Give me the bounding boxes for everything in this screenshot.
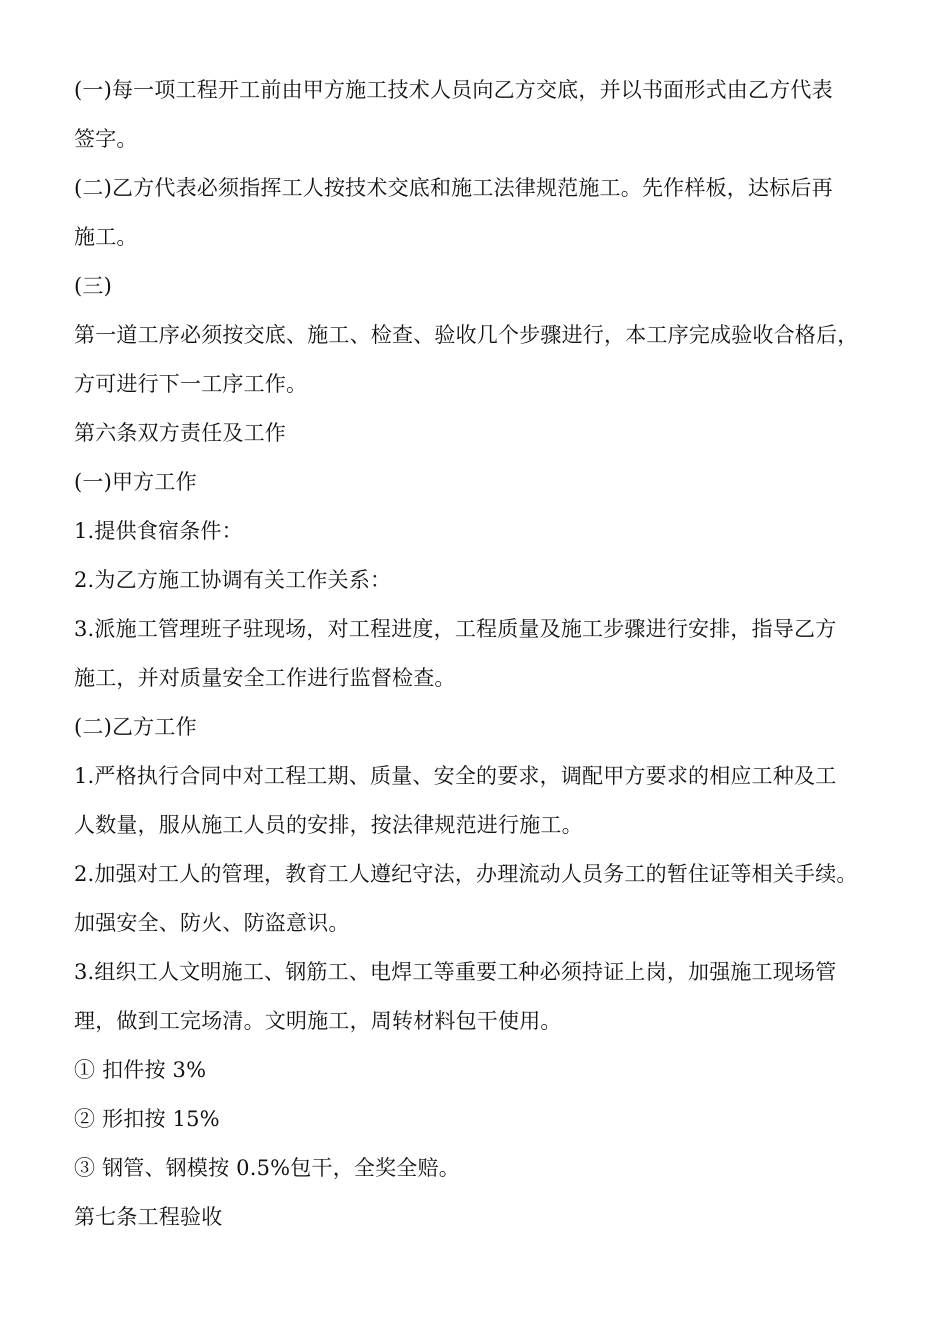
list-item: ② 形扣按 15% <box>74 1107 220 1131</box>
text-line: 第一道工序必须按交底、施工、检查、验收几个步骤进行，本工序完成验收合格后， <box>74 323 859 347</box>
section-heading: 第七条工程验收 <box>74 1205 223 1229</box>
text-line: 加强安全、防火、防盗意识。 <box>74 911 350 935</box>
text-line: 理，做到工完场清。文明施工，周转材料包干使用。 <box>74 1009 562 1033</box>
document-body <box>74 78 894 1254</box>
list-item: 3.派施工管理班子驻现场，对工程进度，工程质量及施工步骤进行安排，指导乙方 <box>74 617 837 641</box>
list-item: 1.提供食宿条件： <box>74 519 243 543</box>
text-line: (二)乙方代表必须指挥工人按技术交底和施工法律规范施工。先作样板，达标后再 <box>74 176 833 200</box>
text-line: 签字。 <box>74 127 138 151</box>
list-item: 1.严格执行合同中对工程工期、质量、安全的要求，调配甲方要求的相应工种及工 <box>74 764 837 788</box>
text-line: 施工，并对质量安全工作进行监督检查。 <box>74 666 456 690</box>
subsection-heading: (一)甲方工作 <box>74 470 197 494</box>
list-item: 2.为乙方施工协调有关工作关系： <box>74 568 392 592</box>
text-line: 人数量，服从施工人员的安排，按法律规范进行施工。 <box>74 813 583 837</box>
list-item: 3.组织工人文明施工、钢筋工、电焊工等重要工种必须持证上岗，加强施工现场管 <box>74 960 837 984</box>
text-line: 施工。 <box>74 225 138 249</box>
list-item: ③ 钢管、钢模按 0.5%包干，全奖全赔。 <box>74 1156 460 1180</box>
section-heading: 第六条双方责任及工作 <box>74 421 286 445</box>
text-line: (三) <box>74 274 112 298</box>
text-line: 方可进行下一工序工作。 <box>74 372 308 396</box>
list-item: ① 扣件按 3% <box>74 1058 207 1082</box>
text-line: (一)每一项工程开工前由甲方施工技术人员向乙方交底，并以书面形式由乙方代表 <box>74 78 833 102</box>
subsection-heading: (二)乙方工作 <box>74 715 197 739</box>
list-item: 2.加强对工人的管理，教育工人遵纪守法，办理流动人员务工的暂住证等相关手续。 <box>74 862 858 886</box>
